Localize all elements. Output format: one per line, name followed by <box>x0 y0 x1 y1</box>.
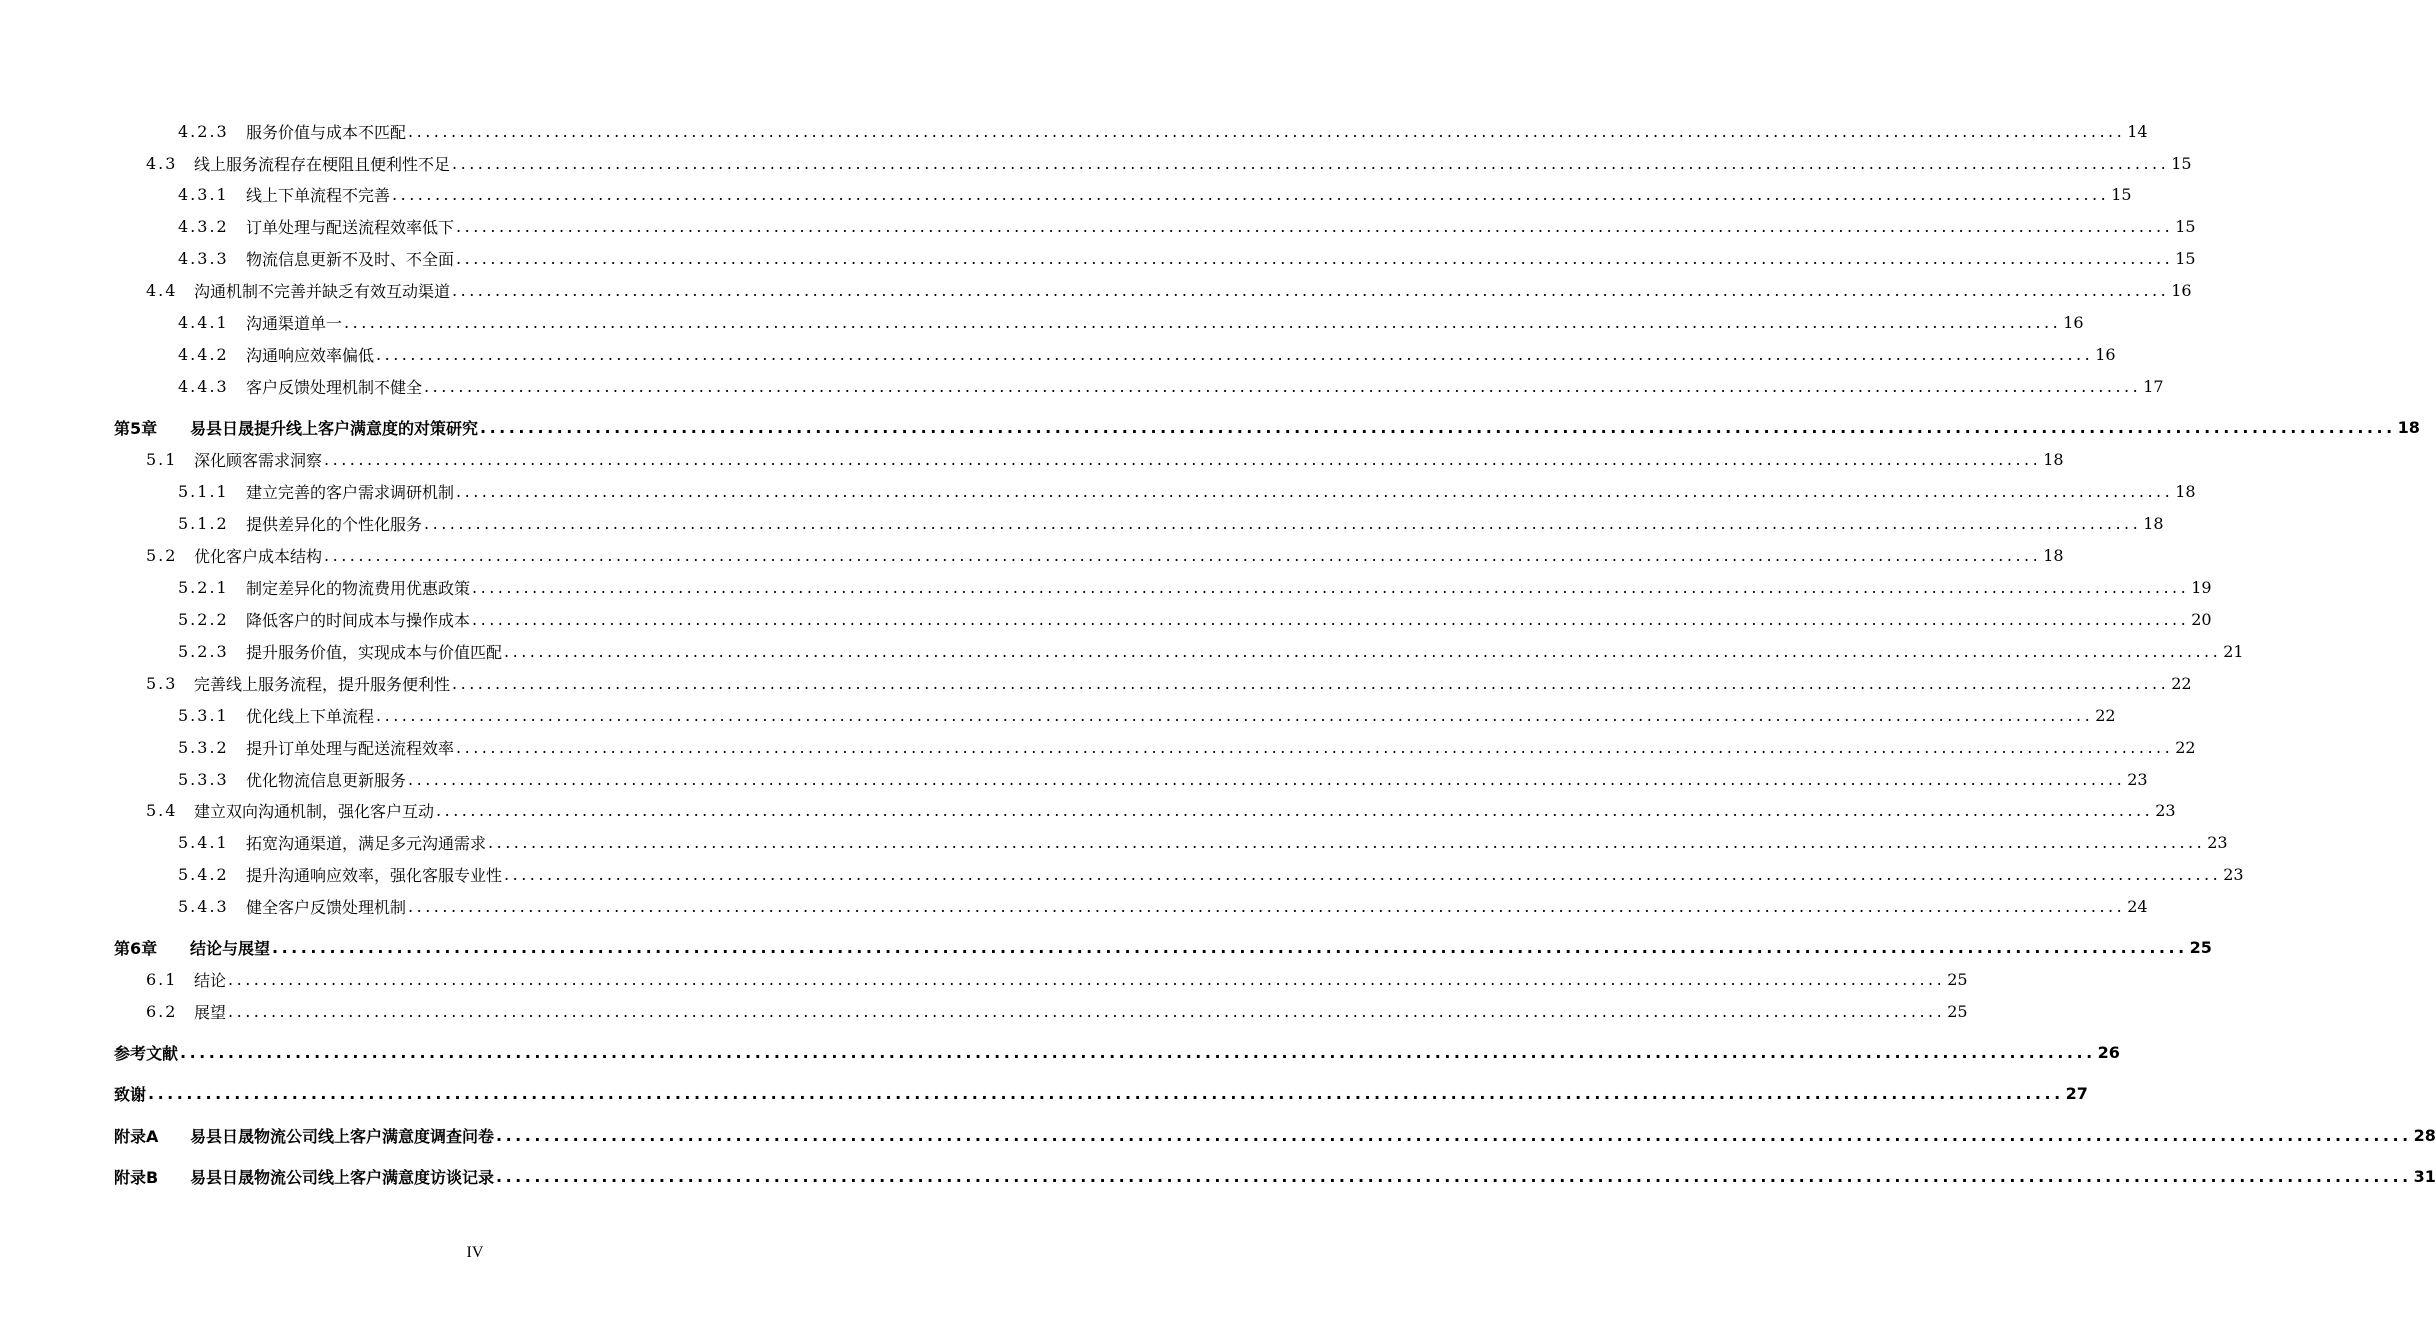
toc-entry-page: 24 <box>2127 896 2148 916</box>
toc-entry[interactable] <box>178 830 2228 854</box>
toc-leader-dots: ........................................................................................................................................................................................................ <box>228 1001 1946 1021</box>
toc-entry-page: 22 <box>2171 673 2192 693</box>
toc-entry[interactable] <box>178 735 2196 759</box>
toc-entry-page: 26 <box>2097 1042 2120 1062</box>
toc-entry-number: 5.2.3 <box>178 641 229 661</box>
toc-entry-number: 5.4.1 <box>178 832 229 852</box>
toc-entry[interactable] <box>178 639 2244 663</box>
toc-leader-dots: ........................................................................................................................................................................................................ <box>496 1166 2412 1186</box>
toc-entry-page: 18 <box>2397 417 2420 437</box>
toc-entry-number: 5.4 <box>146 800 178 820</box>
toc-entry-title: 沟通响应效率偏低 <box>246 345 375 365</box>
toc-entry-number: 5.3.3 <box>178 769 229 789</box>
toc-entry-page: 23 <box>2155 800 2176 820</box>
toc-entry[interactable] <box>114 415 2420 439</box>
toc-entry-number: 5.3.2 <box>178 737 229 757</box>
toc-entry-title: 健全客户反馈处理机制 <box>246 897 407 917</box>
toc-entry-title: 沟通渠道单一 <box>246 313 343 333</box>
toc-entry-number: 第6章 <box>114 938 158 958</box>
toc-entry-number: 4.3.3 <box>178 248 229 268</box>
toc-entry-title: 建立完善的客户需求调研机制 <box>246 482 455 502</box>
toc-entry[interactable] <box>114 1081 2088 1105</box>
toc-entry-title: 提供差异化的个性化服务 <box>246 514 423 534</box>
toc-entry-title: 提升沟通响应效率，强化客服专业性 <box>246 865 503 885</box>
toc-entry-page: 27 <box>2065 1083 2088 1103</box>
toc-entry-page: 23 <box>2127 769 2148 789</box>
toc-entry-title: 物流信息更新不及时、不全面 <box>246 249 455 269</box>
toc-entry-page: 20 <box>2191 609 2212 629</box>
toc-leader-dots: ........................................................................................................................................................................................................ <box>456 216 2174 236</box>
toc-entry[interactable] <box>146 151 2192 175</box>
toc-leader-dots: ........................................................................................................................................................................................................ <box>424 376 2142 396</box>
toc-leader-dots: ........................................................................................................................................................................................................ <box>456 248 2174 268</box>
toc-entry[interactable] <box>146 999 1968 1023</box>
toc-leader-dots: ........................................................................................................................................................................................................ <box>148 1083 2064 1103</box>
toc-leader-dots: ........................................................................................................................................................................................................ <box>344 312 2062 332</box>
toc-entry-page: 15 <box>2175 216 2196 236</box>
toc-entry[interactable] <box>178 767 2148 791</box>
toc-entry[interactable] <box>178 342 2116 366</box>
toc-entry[interactable] <box>146 967 1968 991</box>
toc-entry-page: 14 <box>2127 121 2148 141</box>
toc-entry-number: 4.4.1 <box>178 312 229 332</box>
toc-entry-number: 5.1 <box>146 449 178 469</box>
toc-entry-number: 5.1.1 <box>178 481 229 501</box>
toc-entry-page: 18 <box>2143 513 2164 533</box>
toc-entry-title: 易县日晟提升线上客户满意度的对策研究 <box>190 418 479 438</box>
toc-entry-page: 15 <box>2111 184 2132 204</box>
toc-entry[interactable] <box>178 246 2196 270</box>
toc-entry-title: 拓宽沟通渠道，满足多元沟通需求 <box>246 833 487 853</box>
toc-entry-number: 4.3 <box>146 153 178 173</box>
toc-entry-number: 5.2 <box>146 545 178 565</box>
toc-entry-page: 25 <box>2189 937 2212 957</box>
toc-entry-page: 17 <box>2143 376 2164 396</box>
toc-entry-number: 5.4.2 <box>178 864 229 884</box>
toc-entry-number: 4.4.2 <box>178 344 229 364</box>
toc-leader-dots: ........................................................................................................................................................................................................ <box>436 800 2154 820</box>
toc-leader-dots: ........................................................................................................................................................................................................ <box>376 705 2094 725</box>
toc-entry-page: 15 <box>2175 248 2196 268</box>
toc-entry[interactable] <box>178 310 2084 334</box>
toc-entry-title: 展望 <box>194 1002 227 1022</box>
toc-entry-page: 31 <box>2413 1166 2436 1186</box>
toc-entry-number: 5.2.2 <box>178 609 229 629</box>
toc-entry[interactable] <box>114 1164 2436 1188</box>
toc-leader-dots: ........................................................................................................................................................................................................ <box>452 673 2170 693</box>
toc-entry-title: 易县日晟物流公司线上客户满意度调查问卷 <box>190 1126 495 1146</box>
toc-entry-title: 订单处理与配送流程效率低下 <box>246 217 455 237</box>
toc-leader-dots: ........................................................................................................................................................................................................ <box>504 864 2222 884</box>
toc-entry-number: 6.1 <box>146 969 178 989</box>
toc-entry-number: 6.2 <box>146 1001 178 1021</box>
toc-entry-title: 结论 <box>194 970 227 990</box>
toc-entry-number: 附录A <box>114 1126 159 1146</box>
toc-entry-title: 线上服务流程存在梗阻且便利性不足 <box>194 154 451 174</box>
toc-entry-number: 5.3.1 <box>178 705 229 725</box>
toc-entry-page: 23 <box>2207 832 2228 852</box>
toc-entry[interactable] <box>178 119 2148 143</box>
toc-entry-title: 致谢 <box>114 1084 147 1104</box>
toc-leader-dots: ........................................................................................................................................................................................................ <box>472 609 2190 629</box>
toc-entry-number: 5.3 <box>146 673 178 693</box>
toc-leader-dots: ........................................................................................................................................................................................................ <box>496 1125 2412 1145</box>
toc-entry-title: 制定差异化的物流费用优惠政策 <box>246 578 471 598</box>
toc-entry-title: 易县日晟物流公司线上客户满意度访谈记录 <box>190 1167 495 1187</box>
toc-leader-dots: ........................................................................................................................................................................................................ <box>408 121 2126 141</box>
toc-entry-number: 4.4.3 <box>178 376 229 396</box>
toc-entry-title: 降低客户的时间成本与操作成本 <box>246 610 471 630</box>
toc-entry-number: 5.4.3 <box>178 896 229 916</box>
toc-entry-page: 15 <box>2171 153 2192 173</box>
page-number: IV <box>466 1244 484 1261</box>
toc-entry-page: 19 <box>2191 577 2212 597</box>
toc-leader-dots: ........................................................................................................................................................................................................ <box>180 1042 2096 1062</box>
toc-entry-number: 4.4 <box>146 280 178 300</box>
toc-entry-number: 4.2.3 <box>178 121 229 141</box>
toc-entry-number: 附录B <box>114 1167 159 1187</box>
toc-entry-title: 客户反馈处理机制不健全 <box>246 377 423 397</box>
toc-entry-number: 4.3.1 <box>178 184 229 204</box>
toc-entry-title: 优化客户成本结构 <box>194 546 323 566</box>
toc-entry[interactable] <box>178 479 2196 503</box>
toc-entry-number: 第5章 <box>114 418 158 438</box>
toc-leader-dots: ........................................................................................................................................................................................................ <box>452 280 2170 300</box>
toc-leader-dots: ........................................................................................................................................................................................................ <box>488 832 2206 852</box>
toc-entry-page: 22 <box>2095 705 2116 725</box>
toc-entry-page: 18 <box>2175 481 2196 501</box>
toc-entry-number: 5.1.2 <box>178 513 229 533</box>
toc-leader-dots: ........................................................................................................................................................................................................ <box>456 737 2174 757</box>
toc-leader-dots: ........................................................................................................................................................................................................ <box>392 184 2110 204</box>
toc-entry-page: 18 <box>2043 449 2064 469</box>
toc-leader-dots: ........................................................................................................................................................................................................ <box>376 344 2094 364</box>
toc-entry[interactable] <box>178 703 2116 727</box>
toc-entry[interactable] <box>114 935 2212 959</box>
toc-entry[interactable] <box>178 374 2164 398</box>
toc-entry[interactable] <box>178 511 2164 535</box>
toc-entry[interactable] <box>178 862 2244 886</box>
toc-leader-dots: ........................................................................................................................................................................................................ <box>408 896 2126 916</box>
toc-entry[interactable] <box>178 575 2212 599</box>
toc-entry-title: 优化物流信息更新服务 <box>246 770 407 790</box>
toc-entry-number: 5.2.1 <box>178 577 229 597</box>
toc-entry-title: 沟通机制不完善并缺乏有效互动渠道 <box>194 281 451 301</box>
toc-leader-dots: ........................................................................................................................................................................................................ <box>408 769 2126 789</box>
toc-leader-dots: ........................................................................................................................................................................................................ <box>272 937 2188 957</box>
toc-leader-dots: ........................................................................................................................................................................................................ <box>228 969 1946 989</box>
toc-entry[interactable] <box>178 607 2212 631</box>
toc-entry-page: 22 <box>2175 737 2196 757</box>
toc-entry-title: 完善线上服务流程，提升服务便利性 <box>194 674 451 694</box>
toc-entry[interactable] <box>178 182 2132 206</box>
toc-entry-page: 16 <box>2095 344 2116 364</box>
toc-entry-title: 提升订单处理与配送流程效率 <box>246 738 455 758</box>
toc-leader-dots: ........................................................................................................................................................................................................ <box>472 577 2190 597</box>
toc-entry-title: 深化顾客需求洞察 <box>194 450 323 470</box>
toc-leader-dots: ........................................................................................................................................................................................................ <box>324 545 2042 565</box>
toc-leader-dots: ........................................................................................................................................................................................................ <box>504 641 2222 661</box>
toc-leader-dots: ........................................................................................................................................................................................................ <box>480 417 2396 437</box>
toc-entry[interactable] <box>114 1040 2120 1064</box>
toc-entry-page: 16 <box>2171 280 2192 300</box>
toc-entry-page: 23 <box>2223 864 2244 884</box>
toc-entry[interactable] <box>146 671 2192 695</box>
toc-entry[interactable] <box>178 214 2196 238</box>
toc-entry-title: 建立双向沟通机制，强化客户互动 <box>194 801 435 821</box>
toc-leader-dots: ........................................................................................................................................................................................................ <box>424 513 2142 533</box>
toc-entry-number: 4.3.2 <box>178 216 229 236</box>
toc-entry[interactable] <box>146 278 2192 302</box>
toc-entry-page: 28 <box>2413 1125 2436 1145</box>
toc-entry-page: 25 <box>1947 969 1968 989</box>
toc-entry-title: 线上下单流程不完善 <box>246 185 391 205</box>
toc-entry[interactable] <box>146 447 2064 471</box>
toc-entry[interactable] <box>178 894 2148 918</box>
toc-entry-title: 优化线上下单流程 <box>246 706 375 726</box>
toc-leader-dots: ........................................................................................................................................................................................................ <box>456 481 2174 501</box>
toc-entry-page: 16 <box>2063 312 2084 332</box>
toc-entry-title: 结论与展望 <box>190 938 271 958</box>
toc-entry-title: 提升服务价值，实现成本与价值匹配 <box>246 642 503 662</box>
toc-entry-title: 服务价值与成本不匹配 <box>246 122 407 142</box>
toc-entry-title: 参考文献 <box>114 1043 179 1063</box>
toc-entry[interactable] <box>146 543 2064 567</box>
toc-entry-page: 18 <box>2043 545 2064 565</box>
toc-leader-dots: ........................................................................................................................................................................................................ <box>452 153 2170 173</box>
toc-leader-dots: ........................................................................................................................................................................................................ <box>324 449 2042 469</box>
toc-entry-page: 21 <box>2223 641 2244 661</box>
toc-entry[interactable] <box>146 798 2176 822</box>
toc-entry-page: 25 <box>1947 1001 1968 1021</box>
toc-entry[interactable] <box>114 1123 2436 1147</box>
